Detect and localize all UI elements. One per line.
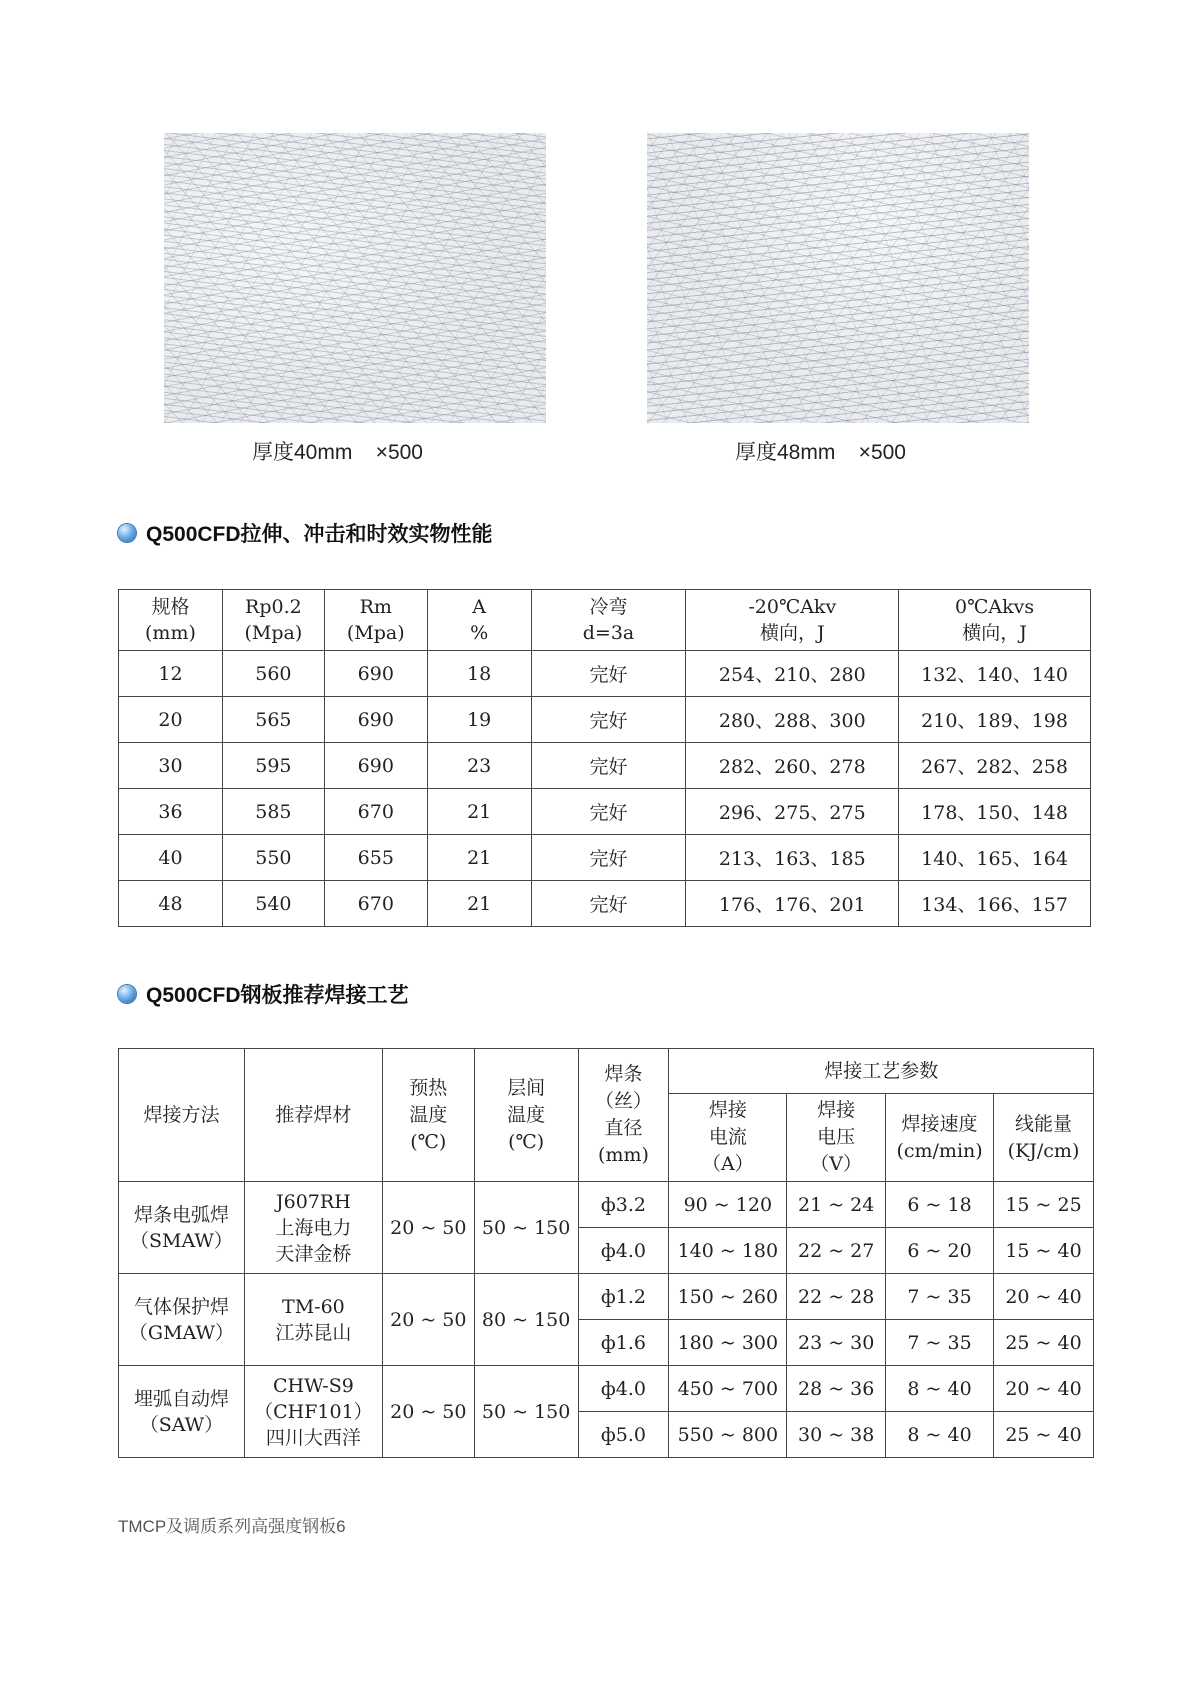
table-cell: 21 (427, 789, 531, 835)
header-diameter: 焊条 （丝） 直径 (mm) (578, 1049, 669, 1182)
preheat-cell: 20 ~ 50 (382, 1182, 474, 1274)
page-footer: TMCP及调质系列高强度钢板6 (118, 1517, 346, 1536)
table-cell: 25 ~ 40 (994, 1320, 1094, 1366)
welding-material-cell: TM-60 江苏昆山 (244, 1274, 382, 1366)
preheat-cell: 20 ~ 50 (382, 1274, 474, 1366)
header-energy: 线能量 (KJ/cm) (994, 1094, 1094, 1182)
table-row (119, 881, 1091, 927)
table-cell: 23 (427, 743, 531, 789)
welding-method-cell: 焊条电弧焊 （SMAW） (119, 1182, 245, 1274)
table-cell: 20 (119, 697, 223, 743)
table-cell: 22 ~ 28 (787, 1274, 886, 1320)
table-cell: 21 (427, 881, 531, 927)
table-cell: 565 (222, 697, 324, 743)
table-cell: 20 ~ 40 (994, 1366, 1094, 1412)
header-voltage: 焊接 电压 （V） (787, 1094, 886, 1182)
header-speed: 焊接速度 (cm/min) (886, 1094, 994, 1182)
section-title-properties: Q500CFD拉伸、冲击和时效实物性能 (118, 518, 493, 548)
table-cell: 690 (324, 651, 427, 697)
properties-header-cell: -20℃Akv 横向，J (686, 590, 899, 651)
table-cell: 8 ~ 40 (886, 1412, 994, 1458)
table-cell: 180 ~ 300 (669, 1320, 787, 1366)
table-cell: 完好 (531, 789, 686, 835)
table-cell: 134、166、157 (899, 881, 1091, 927)
table-row (119, 789, 1091, 835)
properties-header-cell: Rp0.2 (Mpa) (222, 590, 324, 651)
properties-header-cell: Rm (Mpa) (324, 590, 427, 651)
table-cell: ф4.0 (578, 1228, 669, 1274)
properties-header-cell: 0℃Akvs 横向，J (899, 590, 1091, 651)
table-cell: ф4.0 (578, 1366, 669, 1412)
table-cell: 6 ~ 20 (886, 1228, 994, 1274)
table-cell: 140 ~ 180 (669, 1228, 787, 1274)
table-cell: 18 (427, 651, 531, 697)
table-cell: 25 ~ 40 (994, 1412, 1094, 1458)
table-row (119, 697, 1091, 743)
table-cell: 450 ~ 700 (669, 1366, 787, 1412)
table-cell: 140、165、164 (899, 835, 1091, 881)
table-cell: 7 ~ 35 (886, 1274, 994, 1320)
table-cell: 6 ~ 18 (886, 1182, 994, 1228)
properties-header-cell: A % (427, 590, 531, 651)
table-cell: 90 ~ 120 (669, 1182, 787, 1228)
table-cell: 19 (427, 697, 531, 743)
table-cell: ф1.2 (578, 1274, 669, 1320)
table-cell: 560 (222, 651, 324, 697)
header-interpass: 层间 温度 (℃) (474, 1049, 578, 1182)
table-cell: 213、163、185 (686, 835, 899, 881)
bullet-icon (118, 524, 136, 542)
table-row (119, 651, 1091, 697)
table-row (119, 1182, 1094, 1228)
table-cell: 48 (119, 881, 223, 927)
table-cell: 完好 (531, 697, 686, 743)
table-cell: 15 ~ 40 (994, 1228, 1094, 1274)
header-method: 焊接方法 (119, 1049, 245, 1182)
table-cell: 210、189、198 (899, 697, 1091, 743)
table-cell: 30 (119, 743, 223, 789)
table-cell: 28 ~ 36 (787, 1366, 886, 1412)
table-cell: 282、260、278 (686, 743, 899, 789)
table-cell: 23 ~ 30 (787, 1320, 886, 1366)
micrograph-48mm (647, 133, 1029, 423)
table-cell: 完好 (531, 881, 686, 927)
welding-method-cell: 埋弧自动焊 （SAW） (119, 1366, 245, 1458)
table-cell: 21 (427, 835, 531, 881)
header-current: 焊接 电流 （A） (669, 1094, 787, 1182)
header-material: 推荐焊材 (244, 1049, 382, 1182)
interpass-cell: 80 ~ 150 (474, 1274, 578, 1366)
table-cell: 296、275、275 (686, 789, 899, 835)
caption-48mm: 厚度48mm ×500 (735, 441, 906, 464)
table-row (119, 1366, 1094, 1412)
micrograph-40mm (164, 133, 546, 423)
properties-header-row (119, 590, 1091, 651)
table-cell: 670 (324, 881, 427, 927)
table-cell: 完好 (531, 651, 686, 697)
header-params: 焊接工艺参数 (669, 1049, 1094, 1094)
table-cell: 完好 (531, 835, 686, 881)
table-cell: 20 ~ 40 (994, 1274, 1094, 1320)
table-cell: 690 (324, 697, 427, 743)
table-cell: 30 ~ 38 (787, 1412, 886, 1458)
table-cell: 280、288、300 (686, 697, 899, 743)
table-cell: 36 (119, 789, 223, 835)
table-cell: 254、210、280 (686, 651, 899, 697)
properties-header-cell: 规格 (mm) (119, 590, 223, 651)
properties-table (118, 589, 1091, 927)
table-row (119, 835, 1091, 881)
table-cell: 670 (324, 789, 427, 835)
table-cell: 550 ~ 800 (669, 1412, 787, 1458)
table-cell: ф3.2 (578, 1182, 669, 1228)
table-cell: ф5.0 (578, 1412, 669, 1458)
table-cell: 178、150、148 (899, 789, 1091, 835)
table-cell: 完好 (531, 743, 686, 789)
table-cell: 150 ~ 260 (669, 1274, 787, 1320)
table-cell: 12 (119, 651, 223, 697)
table-cell: 15 ~ 25 (994, 1182, 1094, 1228)
table-cell: 595 (222, 743, 324, 789)
bullet-icon (118, 985, 136, 1003)
table-row (119, 1274, 1094, 1320)
table-cell: 540 (222, 881, 324, 927)
table-cell: 267、282、258 (899, 743, 1091, 789)
section-title-welding: Q500CFD钢板推荐焊接工艺 (118, 979, 409, 1009)
welding-table (118, 1048, 1094, 1458)
caption-40mm: 厚度40mm ×500 (252, 441, 423, 464)
properties-header-cell: 冷弯 d=3a (531, 590, 686, 651)
interpass-cell: 50 ~ 150 (474, 1366, 578, 1458)
welding-material-cell: CHW-S9 （CHF101） 四川大西洋 (244, 1366, 382, 1458)
table-cell: 40 (119, 835, 223, 881)
welding-material-cell: J607RH 上海电力 天津金桥 (244, 1182, 382, 1274)
welding-method-cell: 气体保护焊 （GMAW） (119, 1274, 245, 1366)
header-preheat: 预热 温度 (℃) (382, 1049, 474, 1182)
interpass-cell: 50 ~ 150 (474, 1182, 578, 1274)
table-cell: 585 (222, 789, 324, 835)
table-cell: 132、140、140 (899, 651, 1091, 697)
table-cell: 22 ~ 27 (787, 1228, 886, 1274)
table-cell: 21 ~ 24 (787, 1182, 886, 1228)
table-row (119, 743, 1091, 789)
table-cell: ф1.6 (578, 1320, 669, 1366)
table-cell: 690 (324, 743, 427, 789)
table-cell: 8 ~ 40 (886, 1366, 994, 1412)
table-cell: 655 (324, 835, 427, 881)
table-cell: 550 (222, 835, 324, 881)
table-cell: 7 ~ 35 (886, 1320, 994, 1366)
preheat-cell: 20 ~ 50 (382, 1366, 474, 1458)
table-cell: 176、176、201 (686, 881, 899, 927)
